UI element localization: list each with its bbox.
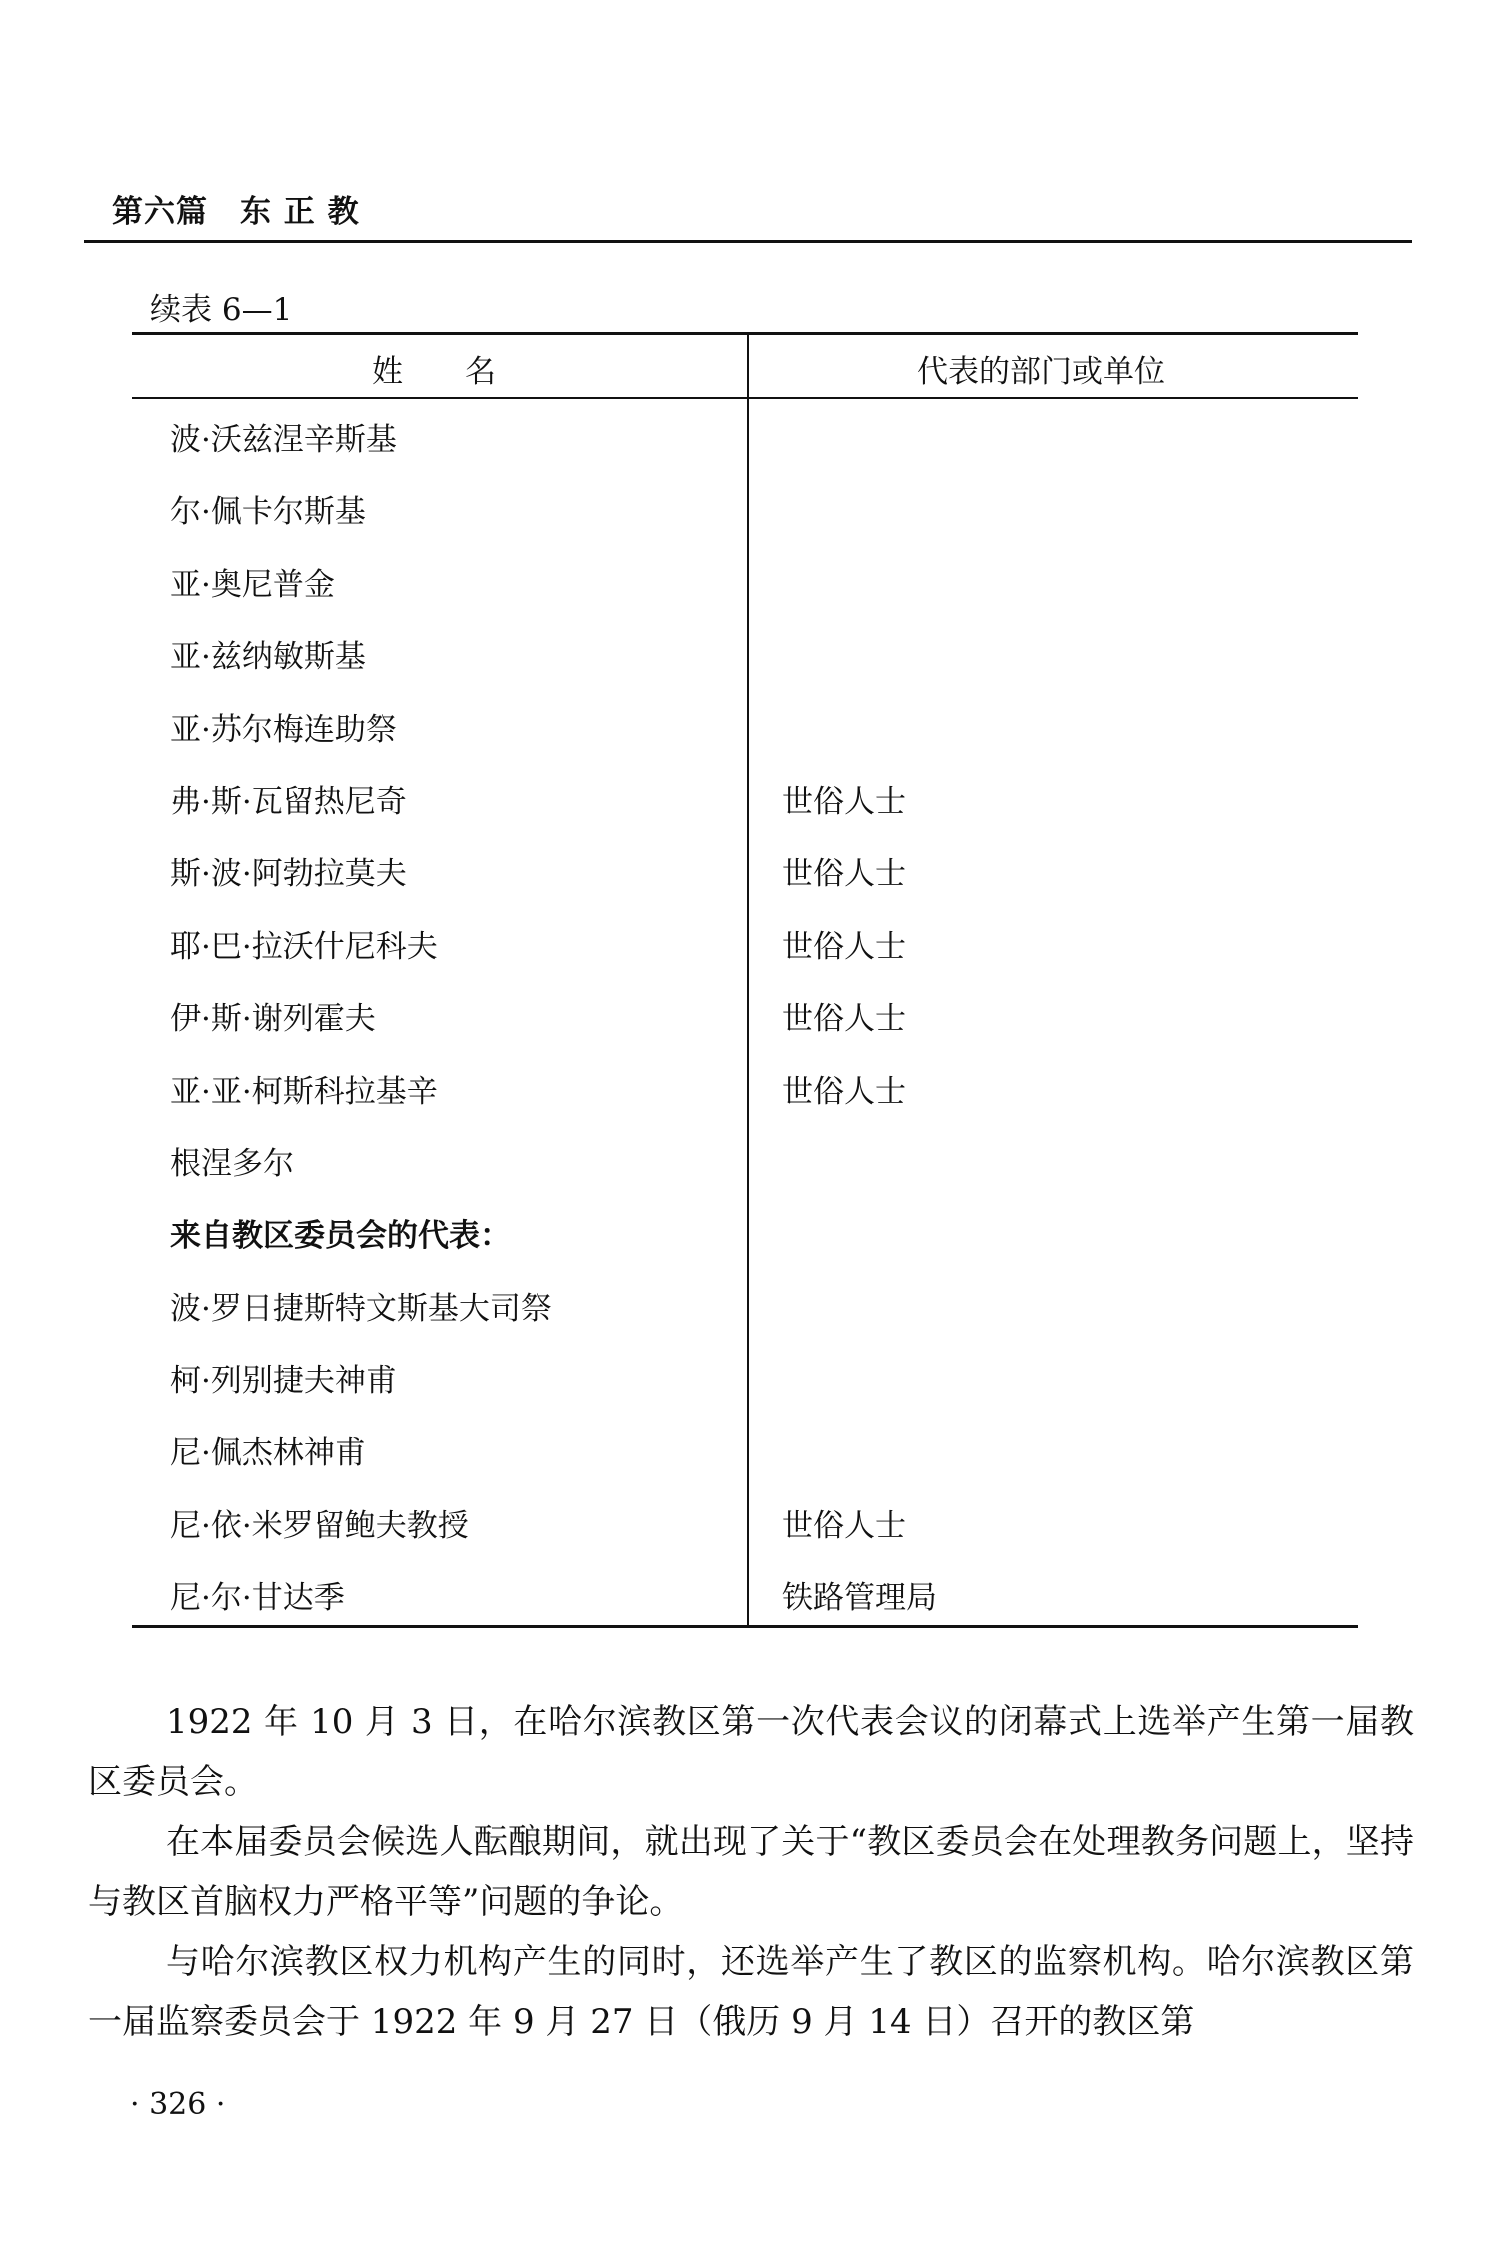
column-header-name: 姓 名 xyxy=(372,354,496,390)
page-number: · 326 · xyxy=(130,2087,226,2122)
name-cell: 波·罗日捷斯特文斯基大司祭 xyxy=(170,1290,552,1327)
body-text xyxy=(88,1692,1414,2052)
subgroup-heading: 来自教区委员会的代表： xyxy=(170,1218,511,1255)
table-header-rule xyxy=(132,397,1358,399)
name-cell: 尼·佩杰林神甫 xyxy=(170,1435,366,1472)
table-row xyxy=(132,631,1358,703)
name-cell: 根涅多尔 xyxy=(170,1145,294,1182)
department-cell: 世俗人士 xyxy=(782,783,906,820)
name-cell: 弗·斯·瓦留热尼奇 xyxy=(170,783,407,820)
name-cell: 伊·斯·谢列霍夫 xyxy=(170,1001,376,1038)
table-row xyxy=(132,921,1358,993)
table-row xyxy=(132,486,1358,558)
table-row xyxy=(132,1210,1358,1282)
table-row xyxy=(132,1355,1358,1427)
name-cell: 亚·兹纳敏斯基 xyxy=(170,639,366,676)
table-top-rule xyxy=(132,332,1358,335)
name-cell: 波·沃兹涅辛斯基 xyxy=(170,422,397,458)
name-cell: 尼·尔·甘达季 xyxy=(170,1580,345,1617)
table-row xyxy=(132,414,1358,486)
table-row xyxy=(132,1283,1358,1355)
table-row xyxy=(132,1138,1358,1210)
department-cell: 铁路管理局 xyxy=(782,1580,937,1617)
name-cell: 尼·依·米罗留鲍夫教授 xyxy=(170,1507,469,1544)
name-cell: 耶·巴·拉沃什尼科夫 xyxy=(170,928,438,965)
name-cell: 尔·佩卡尔斯基 xyxy=(170,494,366,531)
table-row xyxy=(132,1066,1358,1138)
section-title: 第六篇 东 正 教 xyxy=(112,194,360,230)
department-cell: 世俗人士 xyxy=(782,1073,906,1110)
table-row xyxy=(132,1500,1358,1572)
name-cell: 斯·波·阿勃拉莫夫 xyxy=(170,856,407,893)
paragraph: 与哈尔滨教区权力机构产生的同时，还选举产生了教区的监察机构。哈尔滨教区第一届监察委员会于 1922 年 9 月 27 日（俄历 9 月 14 日）召开的教区第 xyxy=(88,1942,1414,2042)
representatives-table xyxy=(132,332,1358,1627)
column-header-department: 代表的部门或单位 xyxy=(917,354,1165,390)
table-row xyxy=(132,993,1358,1065)
name-cell: 亚·苏尔梅连助祭 xyxy=(170,711,397,748)
table-row xyxy=(132,704,1358,776)
name-cell: 亚·亚·柯斯科拉基辛 xyxy=(170,1073,438,1110)
paragraph: 在本届委员会候选人酝酿期间，就出现了关于“教区委员会在处理教务问题上，坚持与教区首脑权力严格平等”问题的争论。 xyxy=(88,1822,1414,1922)
table-row xyxy=(132,559,1358,631)
paragraph: 1922 年 10 月 3 日，在哈尔滨教区第一次代表会议的闭幕式上选举产生第一届教区委员会。 xyxy=(88,1702,1414,1802)
table-row xyxy=(132,1572,1358,1644)
table-caption: 续表 6—1 xyxy=(150,292,293,328)
department-cell: 世俗人士 xyxy=(782,1001,906,1038)
table-row xyxy=(132,776,1358,848)
name-cell: 亚·奥尼普金 xyxy=(170,566,335,603)
table-row xyxy=(132,848,1358,920)
department-cell: 世俗人士 xyxy=(782,928,906,965)
department-cell: 世俗人士 xyxy=(782,856,906,893)
name-cell: 柯·列别捷夫神甫 xyxy=(170,1363,397,1400)
header-divider xyxy=(84,240,1412,243)
table-row xyxy=(132,1427,1358,1499)
table-body xyxy=(132,414,1358,1645)
department-cell: 世俗人士 xyxy=(782,1507,906,1544)
